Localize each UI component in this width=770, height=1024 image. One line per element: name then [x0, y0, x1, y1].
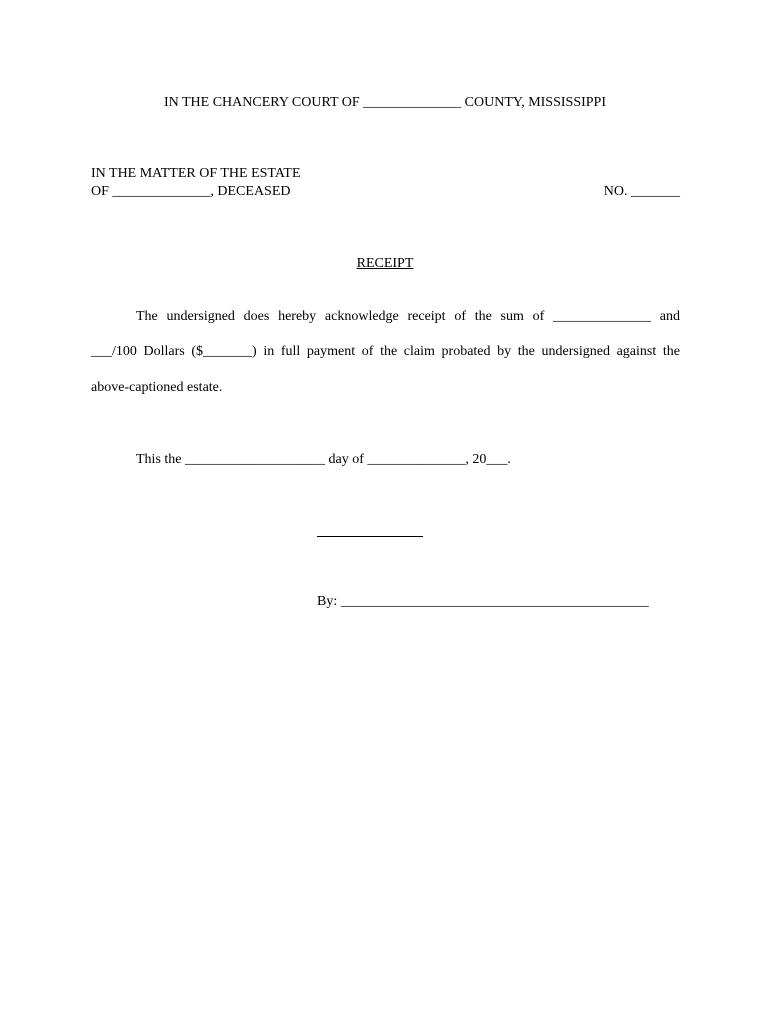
body-paragraph-line-2: ___/100 Dollars ($_______) in full payment of the claim probated by the undersigned against the [91, 344, 680, 359]
document-heading: RECEIPT [356, 256, 414, 271]
signature-line [317, 536, 423, 537]
case-number: NO. _______ [603, 184, 680, 199]
body-paragraph-line-3: above-captioned estate. [91, 380, 223, 395]
date-line: This the ____________________ day of ______________, 20___. [136, 452, 511, 467]
estate-matter-line-1: IN THE MATTER OF THE ESTATE [91, 166, 301, 181]
by-signature-line: By: ____________________________________________ [317, 594, 649, 609]
estate-matter-line-2: OF ______________, DECEASED [91, 184, 291, 199]
body-paragraph-line-1: The undersigned does hereby acknowledge receipt of the sum of ______________ and [136, 309, 680, 324]
court-caption: IN THE CHANCERY COURT OF ______________ COUNTY, MISSISSIPPI [163, 95, 607, 110]
